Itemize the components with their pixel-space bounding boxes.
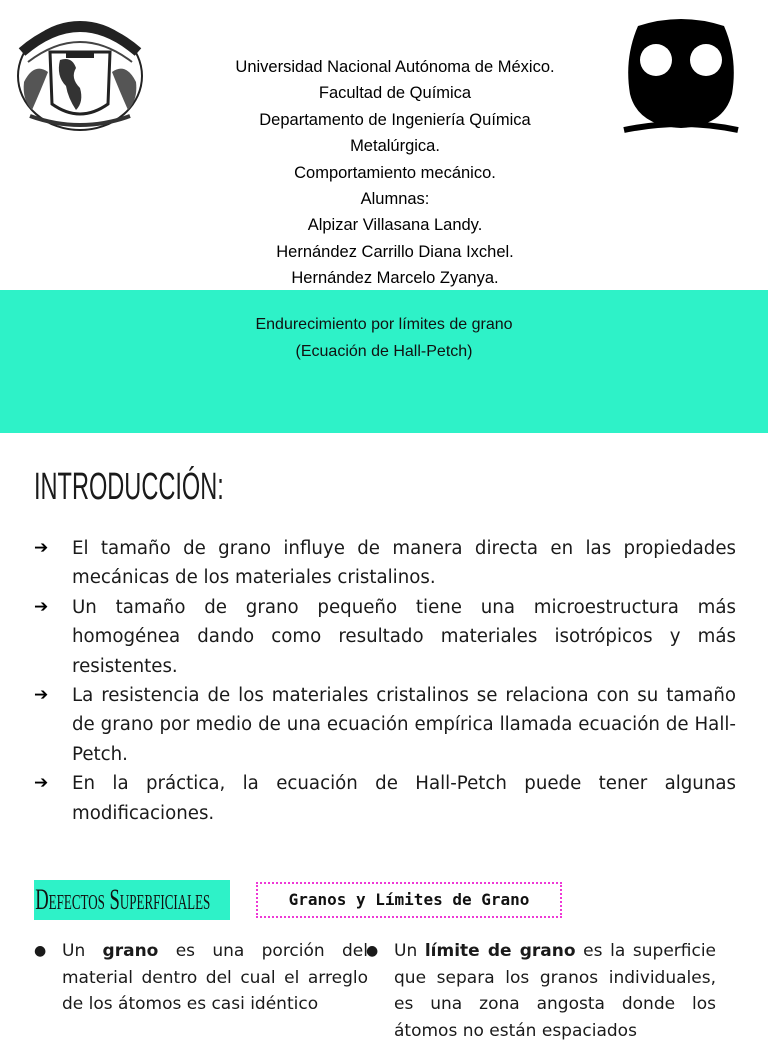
list-item-text: En la práctica, la ecuación de Hall-Petch puede tener algunas modificaciones. [72,773,736,824]
arrow-right-icon: ➔ [34,773,49,794]
arrow-right-icon: ➔ [34,596,49,617]
term-limite-de-grano: límite de grano [424,941,576,961]
section-row-defectos [34,880,736,924]
title-banner [0,290,768,433]
text-post: es una porción del material dentro del cual el arreglo de los átomos es casi idéntico [62,941,368,1014]
header-line: Facultad de Química [318,84,472,103]
list-item-text: La resistencia de los materiales cristalinos se relaciona con su tamaño de grano por medio de una ecuación empírica llamada ecuación de Hall-Petch. [72,685,736,765]
defectos-label: Defectos Superficiales [35,883,211,916]
defectos-superficiales-heading [34,880,230,920]
list-item [34,534,736,593]
list-item [34,681,736,769]
list-item [34,769,736,828]
header-line: Universidad Nacional Autónoma de México. [235,58,555,76]
header-line: Hernández Carrillo Diana Ixchel. [276,242,514,261]
document-header [0,0,768,290]
header-line: Departamento de Ingeniería Química [259,110,531,129]
list-item [34,593,736,681]
header-line: Alpizar Villasana Landy. [307,216,483,235]
faculty-owl-logo [620,18,742,142]
header-line: Hernández Marcelo Zyanya. [291,269,499,288]
unam-seal-logo [10,12,150,132]
column-grano [34,938,368,1018]
arrow-right-icon: ➔ [34,538,49,558]
header-text-block [180,54,610,292]
header-line: Comportamiento mecánico. [294,163,496,182]
arrow-right-icon: ➔ [34,685,49,706]
term-grano: grano [102,941,159,961]
column-limite-de-grano [366,938,717,1044]
text-pre: Un [62,941,103,961]
text-post: es la superficie que separa los granos individuales, es una zona angosta donde los átomos no están espaciados [394,941,717,1041]
granos-limites-heading: Granos y Límites de Grano [256,882,562,918]
text-pre: Un [394,941,425,961]
banner-subtitle: (Ecuación de Hall-Petch) [295,342,473,360]
section-heading-introduccion: INTRODUCCIÓN: [34,466,224,508]
list-item-text: Un tamaño de grano pequeño tiene una microestructura más homogénea dando como resultado materiales isotrópicos y más resistentes. [72,596,736,677]
intro-bullet-list [34,534,736,828]
list-item-text: El tamaño de grano influye de manera directa en las propiedades mecánicas de los materiales cristalinos. [72,538,736,589]
header-line: Alumnas: [360,190,430,209]
header-line: Metalúrgica. [350,137,440,156]
bullet-dot-icon: ● [366,943,379,959]
bullet-dot-icon: ● [34,943,47,959]
banner-title: Endurecimiento por límites de grano [255,316,513,333]
